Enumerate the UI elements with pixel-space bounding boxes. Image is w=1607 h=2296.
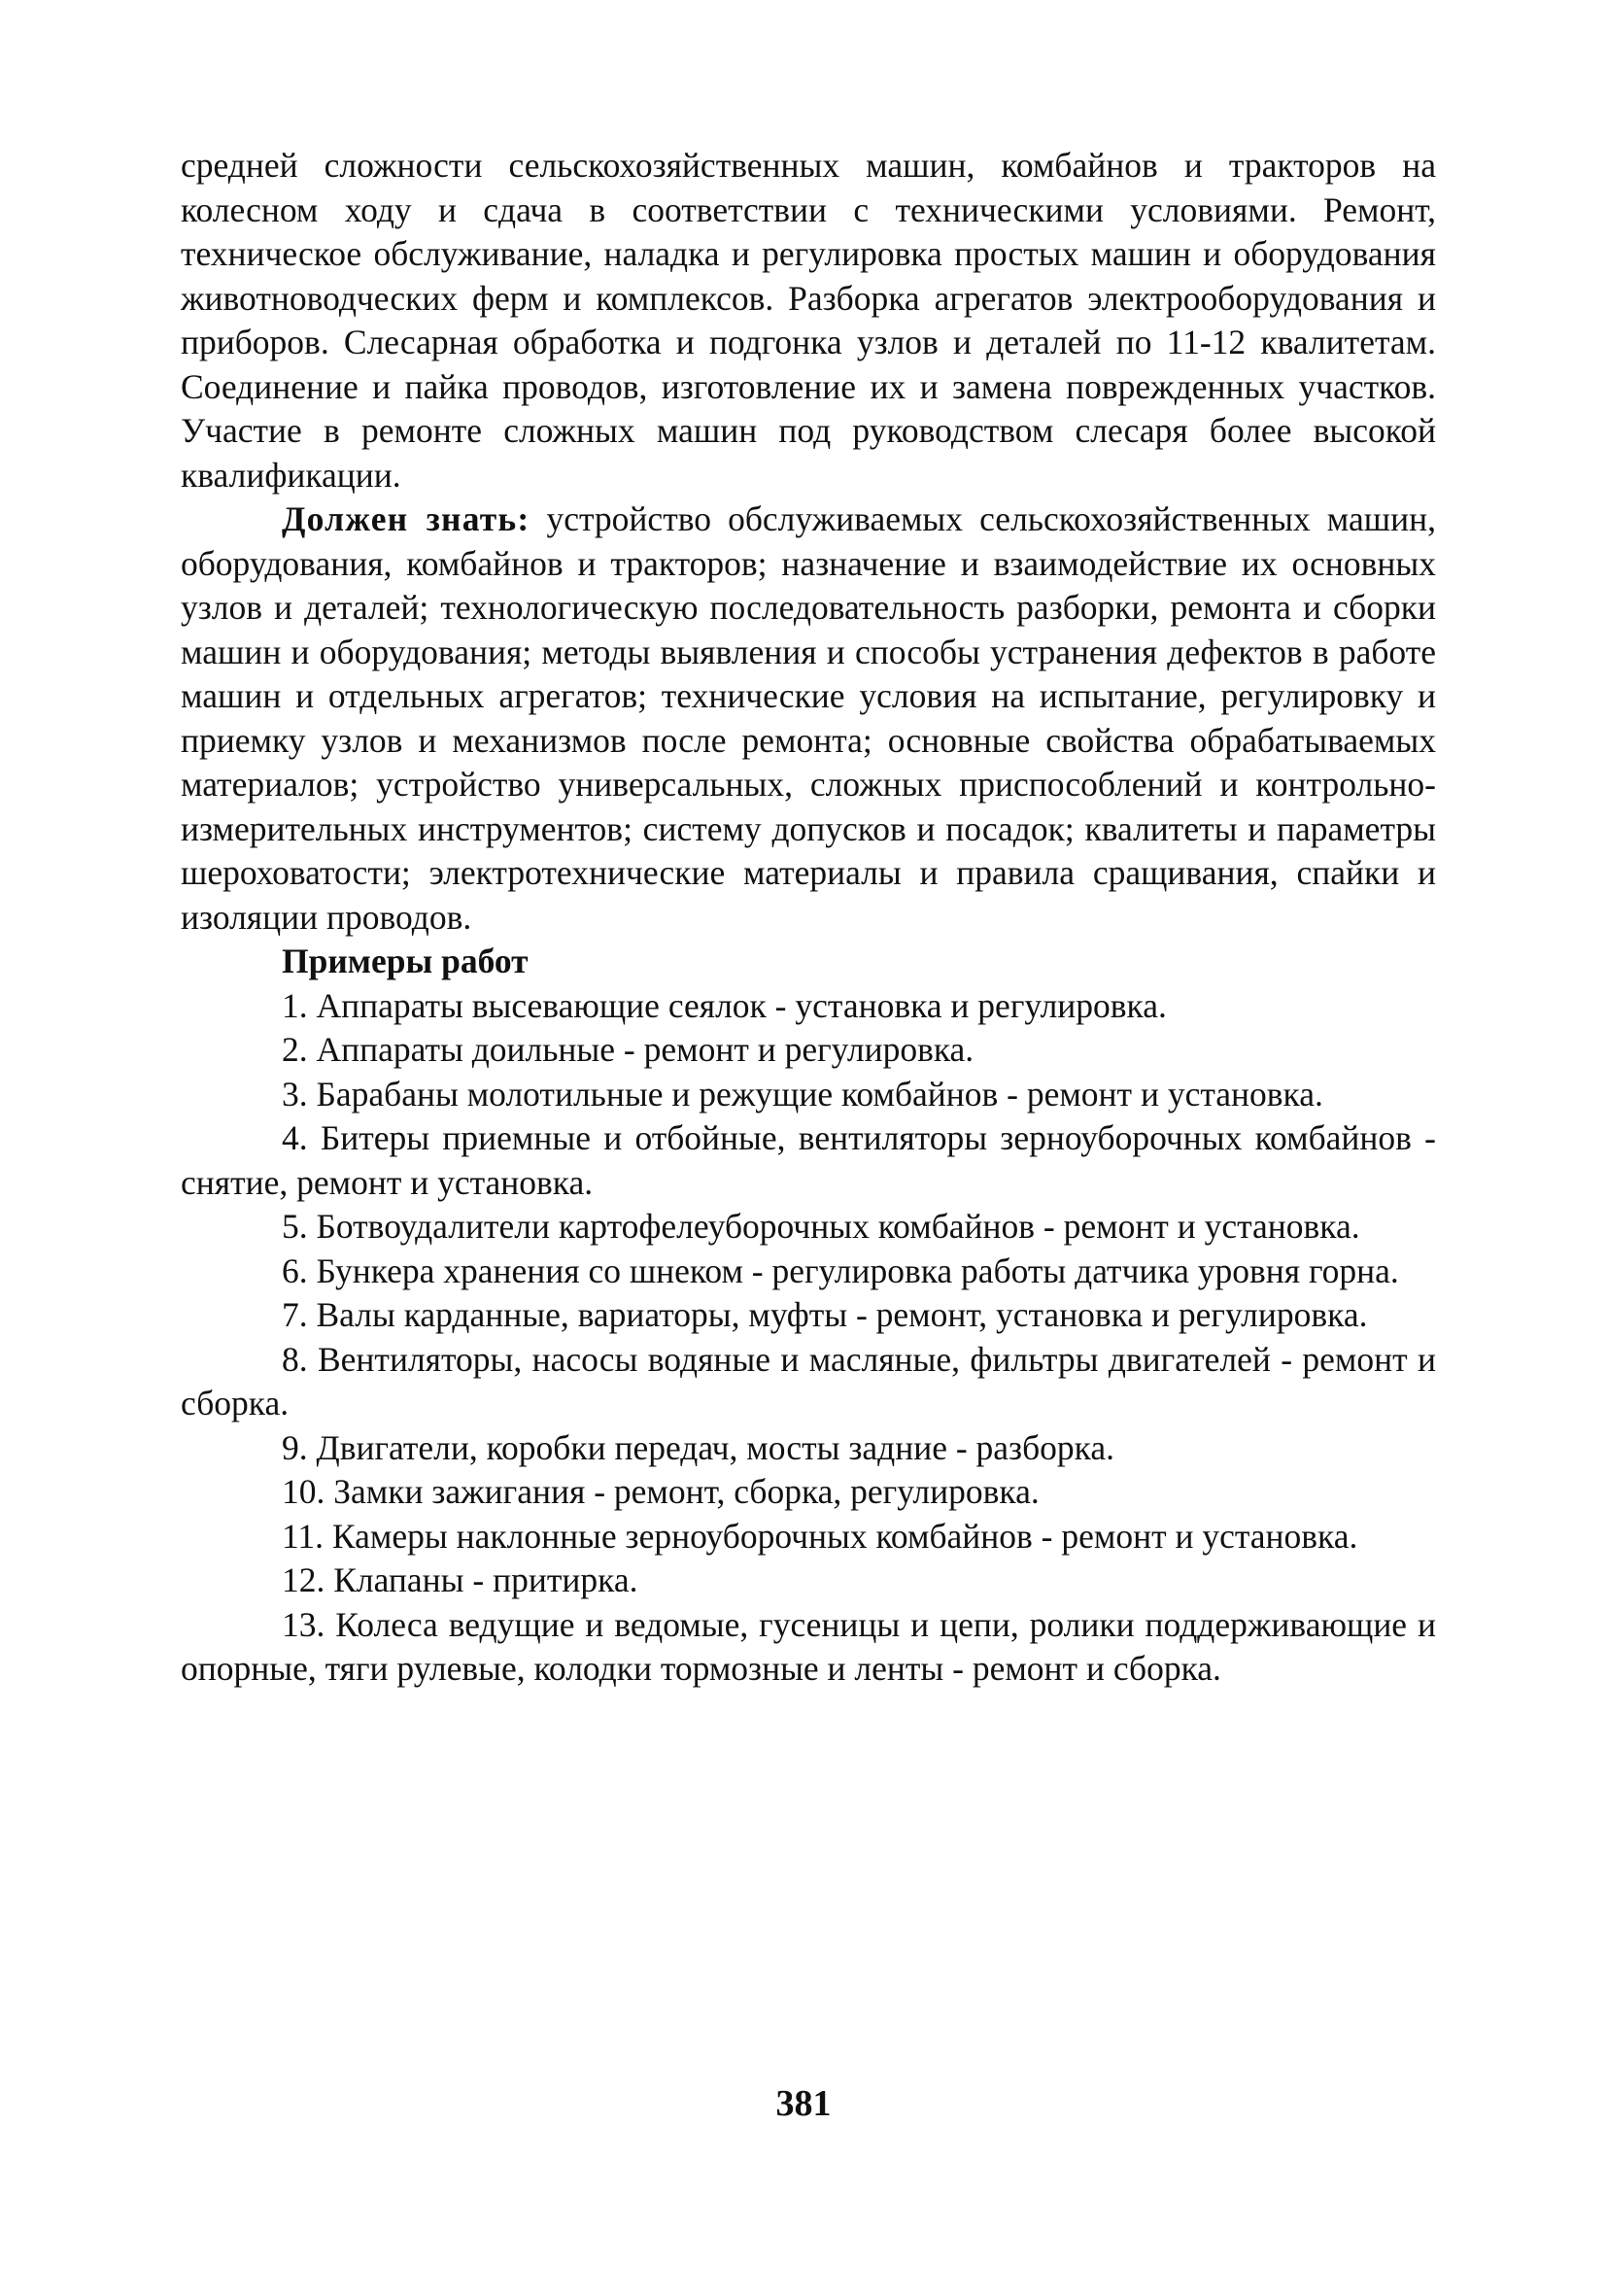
list-item: 1. Аппараты высевающие сеялок - установка и регулировка.: [282, 985, 1167, 1025]
examples-list: [181, 984, 1436, 1692]
list-item: 4. Битеры приемные и отбойные, вентиляторы зерноуборочных комбайнов - снятие, ремонт и установка.: [181, 1118, 1436, 1202]
list-item: 9. Двигатели, коробки передач, мосты задние - разборка.: [282, 1427, 1114, 1467]
page-body: [181, 144, 1436, 1692]
continuation-paragraph: средней сложности сельскохозяйственных машин, комбайнов и тракторов на колесном ходу и сдача в соответствии с техническими условиями. Ремонт, техническое обслуживание, наладка и регулировка простых машин и оборудования животноводческих ферм и комплексов. Разборка агрегатов электрооборудования и приборов. Слесарная обработка и подгонка узлов и деталей по 11-12 квалитетам. Соединение и пайка проводов, изготовление их и замена поврежденных участков. Участие в ремонте сложных машин под руководством слесаря более высокой квалификации.: [181, 146, 1436, 495]
list-item: 11. Камеры наклонные зерноуборочных комбайнов - ремонт и установка.: [282, 1516, 1358, 1556]
page-number: 381: [775, 2083, 832, 2124]
must-know-paragraph: [181, 497, 1436, 940]
examples-heading: Примеры работ: [282, 942, 529, 980]
list-item: 13. Колеса ведущие и ведомые, гусеницы и цепи, ролики поддерживающие и опорные, тяги рулевые, колодки тормозные и ленты - ремонт и сборка.: [181, 1604, 1436, 1688]
list-item: 5. Ботвоудалители картофелеуборочных комбайнов - ремонт и установка.: [282, 1207, 1360, 1246]
list-item: 7. Валы карданные, вариаторы, муфты - ремонт, установка и регулировка.: [282, 1295, 1368, 1334]
must-know-text: устройство обслуживаемых сельскохозяйственных машин, оборудования, комбайнов и тракторов; назначение и взаимодействие их основных узлов и деталей; технологическую последовательность разборки, ремонта и сборки машин и оборудования; методы выявления и способы устранения дефектов в работе машин и отдельных агрегатов; технические условия на испытание, регулировку и приемку узлов и механизмов после ремонта; основные свойства обрабатываемых материалов; устройство универсальных, сложных приспособлений и контрольно-измерительных инструментов; систему допусков и посадок; квалитеты и параметры шероховатости; электротехнические материалы и правила сращивания, спайки и изоляции проводов.: [181, 499, 1436, 937]
list-item: 8. Вентиляторы, насосы водяные и масляные, фильтры двигателей - ремонт и сборка.: [181, 1339, 1436, 1422]
list-item: 12. Клапаны - притирка.: [282, 1560, 638, 1599]
list-item: 3. Барабаны молотильные и режущие комбайнов - ремонт и установка.: [282, 1074, 1323, 1114]
must-know-label: Должен знать:: [282, 499, 530, 538]
list-item: 6. Бункера хранения со шнеком - регулировка работы датчика уровня горна.: [282, 1251, 1399, 1290]
list-item: 10. Замки зажигания - ремонт, сборка, регулировка.: [282, 1472, 1040, 1511]
list-item: 2. Аппараты доильные - ремонт и регулировка.: [282, 1030, 974, 1069]
